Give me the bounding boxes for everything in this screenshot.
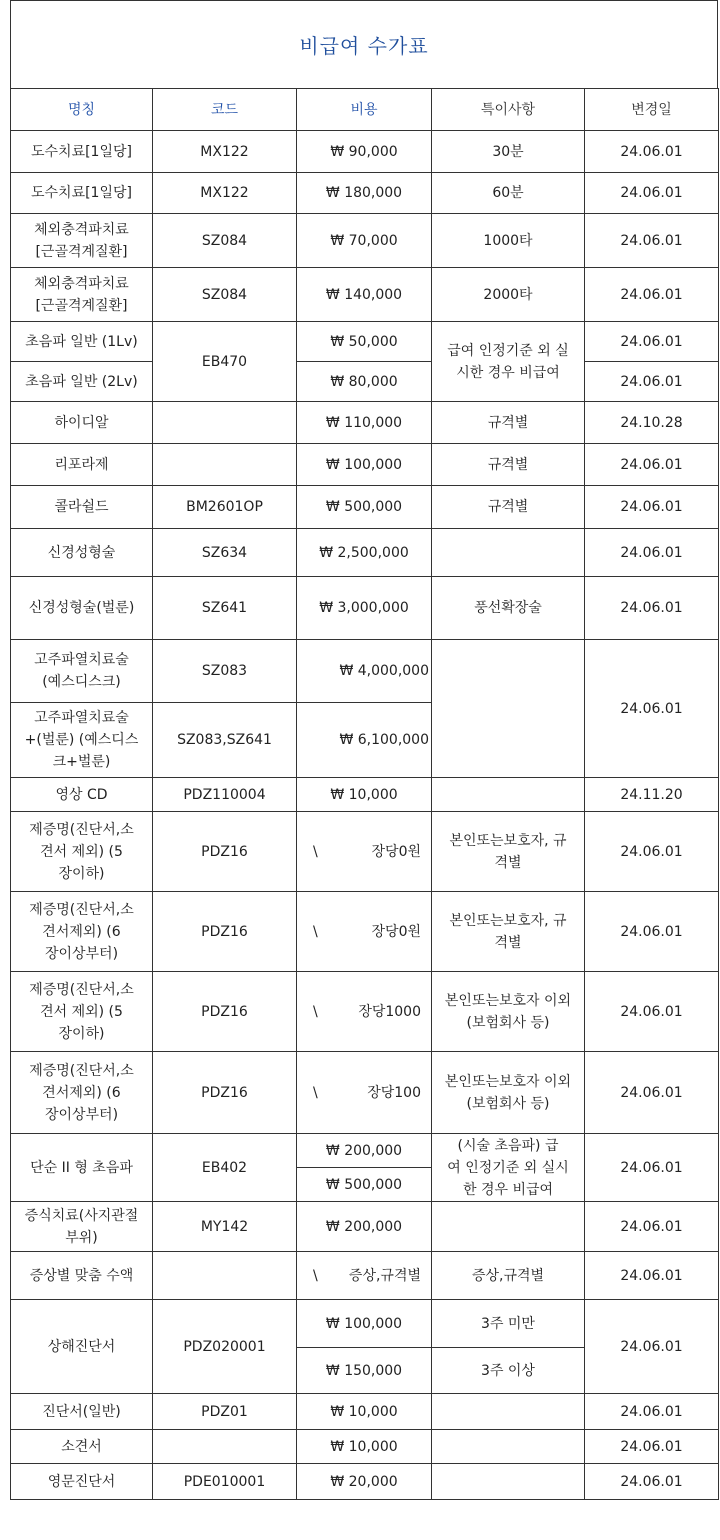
cell-note: 규격별 [432, 402, 585, 444]
cell-cost: ₩ 200,000 [297, 1134, 432, 1168]
cell-date: 24.06.01 [585, 1300, 719, 1394]
cell-cost: ₩ 70,000 [297, 214, 432, 268]
cell-cost [297, 1252, 432, 1300]
table-row [11, 812, 719, 892]
cell-cost: ₩ 10,000 [297, 778, 432, 812]
cell-code: SZ084 [153, 268, 297, 322]
cell-code [153, 1252, 297, 1300]
cell-note: 30분 [432, 131, 585, 173]
cell-note [432, 1202, 585, 1252]
cell-note: 3주 이상 [432, 1348, 585, 1394]
cell-name: 신경성형술 [11, 529, 153, 577]
cell-cost: ₩ 140,000 [297, 268, 432, 322]
cell-date: 24.06.01 [585, 322, 719, 362]
cell-code: SZ641 [153, 577, 297, 640]
table-row [11, 1134, 719, 1168]
cell-cost: ₩ 6,100,000 [297, 703, 432, 778]
cell-cost: ₩ 20,000 [297, 1464, 432, 1500]
cell-date: 24.06.01 [585, 1464, 719, 1500]
cell-date: 24.06.01 [585, 131, 719, 173]
cell-date: 24.06.01 [585, 268, 719, 322]
cell-code: PDE010001 [153, 1464, 297, 1500]
fee-schedule-sheet [10, 0, 718, 1500]
cell-name: 리포라제 [11, 444, 153, 486]
cell-note: (시술 초음파) 급 여 인정기준 외 실시 한 경우 비급여 [432, 1134, 585, 1202]
cell-name: 상해진단서 [11, 1300, 153, 1394]
cell-code: MY142 [153, 1202, 297, 1252]
cell-name: 제증명(진단서,소 견서제외) (6 장이상부터) [11, 1052, 153, 1134]
table-row [11, 778, 719, 812]
table-row [11, 173, 719, 214]
cell-name: 제증명(진단서,소 견서제외) (6 장이상부터) [11, 892, 153, 972]
cell-cost [297, 892, 432, 972]
cell-cost: ₩ 50,000 [297, 322, 432, 362]
cell-date: 24.06.01 [585, 640, 719, 778]
cell-name: 소견서 [11, 1430, 153, 1464]
cell-note: 규격별 [432, 444, 585, 486]
cell-note [432, 529, 585, 577]
cell-cost: ₩ 3,000,000 [297, 577, 432, 640]
table-row [11, 1252, 719, 1300]
cell-note [432, 1394, 585, 1430]
table-row [11, 444, 719, 486]
cell-cost: ₩ 500,000 [297, 1168, 432, 1202]
cell-name: 초음파 일반 (2Lv) [11, 362, 153, 402]
cell-note: 본인또는보호자, 규 격별 [432, 812, 585, 892]
cell-name: 도수치료[1일당] [11, 131, 153, 173]
cell-date: 24.10.28 [585, 402, 719, 444]
table-row [11, 322, 719, 362]
cell-code: MX122 [153, 173, 297, 214]
cell-date: 24.06.01 [585, 173, 719, 214]
cell-date: 24.06.01 [585, 362, 719, 402]
cell-note: 60분 [432, 173, 585, 214]
cell-date: 24.06.01 [585, 972, 719, 1052]
cell-date: 24.06.01 [585, 1134, 719, 1202]
cell-date: 24.06.01 [585, 529, 719, 577]
header-date: 변경일 [585, 89, 719, 131]
cell-name: 제증명(진단서,소 견서 제외) (5 장이하) [11, 812, 153, 892]
cell-note [432, 1464, 585, 1500]
cell-note: 증상,규격별 [432, 1252, 585, 1300]
cell-cost [297, 812, 432, 892]
cell-code: PDZ16 [153, 972, 297, 1052]
cell-date: 24.06.01 [585, 1394, 719, 1430]
table-row [11, 1052, 719, 1134]
cost-value: 증상,규격별 [348, 1267, 421, 1284]
cell-code: SZ083 [153, 640, 297, 703]
cost-value: 장당0원 [371, 923, 421, 940]
cell-date: 24.06.01 [585, 486, 719, 529]
table-row [11, 402, 719, 444]
cell-name: 증식치료(사지관절 부위) [11, 1202, 153, 1252]
cell-name: 초음파 일반 (1Lv) [11, 322, 153, 362]
cell-name: 하이디알 [11, 402, 153, 444]
cell-code [153, 1430, 297, 1464]
cell-code: PDZ16 [153, 1052, 297, 1134]
cell-name: 콜라쉴드 [11, 486, 153, 529]
cell-note: 풍선확장술 [432, 577, 585, 640]
cell-cost [297, 1052, 432, 1134]
cell-name: 영문진단서 [11, 1464, 153, 1500]
cell-note: 본인또는보호자, 규 격별 [432, 892, 585, 972]
fee-table [10, 88, 719, 1500]
cell-name: 고주파열치료술 +(벌룬) (예스디스 크+벌룬) [11, 703, 153, 778]
cell-name: 증상별 맞춤 수액 [11, 1252, 153, 1300]
cell-date: 24.06.01 [585, 892, 719, 972]
cell-code: PDZ01 [153, 1394, 297, 1430]
table-row [11, 214, 719, 268]
cell-note [432, 1430, 585, 1464]
header-code: 코드 [153, 89, 297, 131]
table-row [11, 268, 719, 322]
table-row [11, 1464, 719, 1500]
cell-cost: ₩ 2,500,000 [297, 529, 432, 577]
table-row [11, 1300, 719, 1348]
cell-date: 24.06.01 [585, 1430, 719, 1464]
cell-cost: ₩ 150,000 [297, 1348, 432, 1394]
cell-date: 24.06.01 [585, 214, 719, 268]
cell-code: PDZ020001 [153, 1300, 297, 1394]
table-row [11, 577, 719, 640]
cell-note: 규격별 [432, 486, 585, 529]
cell-cost: ₩ 100,000 [297, 444, 432, 486]
cell-code [153, 444, 297, 486]
table-row [11, 131, 719, 173]
cell-cost: ₩ 500,000 [297, 486, 432, 529]
cell-date: 24.06.01 [585, 1202, 719, 1252]
title-box [10, 0, 718, 88]
cell-cost: ₩ 4,000,000 [297, 640, 432, 703]
cell-code: SZ084 [153, 214, 297, 268]
cell-code [153, 402, 297, 444]
cell-cost: ₩ 90,000 [297, 131, 432, 173]
cell-cost: ₩ 180,000 [297, 173, 432, 214]
cost-symbol: \ [313, 1003, 318, 1020]
table-row [11, 362, 719, 402]
cell-cost: ₩ 100,000 [297, 1300, 432, 1348]
cell-note: 2000타 [432, 268, 585, 322]
cell-name: 신경성형술(벌룬) [11, 577, 153, 640]
header-row [11, 89, 719, 131]
header-name: 명칭 [11, 89, 153, 131]
table-row [11, 1394, 719, 1430]
table-row [11, 892, 719, 972]
cell-code: SZ634 [153, 529, 297, 577]
cell-date: 24.11.20 [585, 778, 719, 812]
cell-cost: ₩ 200,000 [297, 1202, 432, 1252]
cell-note [432, 778, 585, 812]
cost-symbol: \ [313, 1084, 318, 1101]
cell-name: 고주파열치료술 (예스디스크) [11, 640, 153, 703]
cell-code: SZ083,SZ641 [153, 703, 297, 778]
cell-code: PDZ110004 [153, 778, 297, 812]
cell-date: 24.06.01 [585, 444, 719, 486]
cell-cost: ₩ 110,000 [297, 402, 432, 444]
cell-cost: ₩ 10,000 [297, 1430, 432, 1464]
cell-name: 체외충격파치료 [근골격계질환] [11, 214, 153, 268]
cell-code: EB470 [153, 322, 297, 402]
cost-symbol: \ [313, 923, 318, 940]
cell-code: PDZ16 [153, 892, 297, 972]
cell-name: 단순 II 형 초음파 [11, 1134, 153, 1202]
header-cost: 비용 [297, 89, 432, 131]
cell-name: 체외충격파치료 [근골격계질환] [11, 268, 153, 322]
cell-date: 24.06.01 [585, 1252, 719, 1300]
cell-date: 24.06.01 [585, 577, 719, 640]
cell-note: 급여 인정기준 외 실 시한 경우 비급여 [432, 322, 585, 402]
table-row [11, 1202, 719, 1252]
cell-note: 3주 미만 [432, 1300, 585, 1348]
cell-code: EB402 [153, 1134, 297, 1202]
cell-name: 제증명(진단서,소 견서 제외) (5 장이하) [11, 972, 153, 1052]
cost-symbol: \ [313, 843, 318, 860]
cell-note: 1000타 [432, 214, 585, 268]
cell-note: 본인또는보호자 이외 (보험회사 등) [432, 972, 585, 1052]
cell-code: BM2601OP [153, 486, 297, 529]
cost-value: 장당0원 [371, 843, 421, 860]
cost-value: 장당100 [367, 1084, 421, 1101]
cell-cost: ₩ 10,000 [297, 1394, 432, 1430]
cell-note [432, 640, 585, 778]
cost-symbol: \ [313, 1267, 318, 1284]
cell-cost: ₩ 80,000 [297, 362, 432, 402]
table-row [11, 640, 719, 703]
cell-name: 영상 CD [11, 778, 153, 812]
cell-note: 본인또는보호자 이외 (보험회사 등) [432, 1052, 585, 1134]
header-note: 특이사항 [432, 89, 585, 131]
table-row [11, 972, 719, 1052]
page-title: 비급여 수가표 [299, 34, 429, 58]
cell-code: PDZ16 [153, 812, 297, 892]
cell-cost [297, 972, 432, 1052]
cell-code: MX122 [153, 131, 297, 173]
table-row [11, 486, 719, 529]
cell-name: 도수치료[1일당] [11, 173, 153, 214]
cell-name: 진단서(일반) [11, 1394, 153, 1430]
cell-date: 24.06.01 [585, 812, 719, 892]
cost-value: 장당1000 [358, 1003, 421, 1020]
cell-date: 24.06.01 [585, 1052, 719, 1134]
table-row [11, 529, 719, 577]
table-row [11, 1430, 719, 1464]
